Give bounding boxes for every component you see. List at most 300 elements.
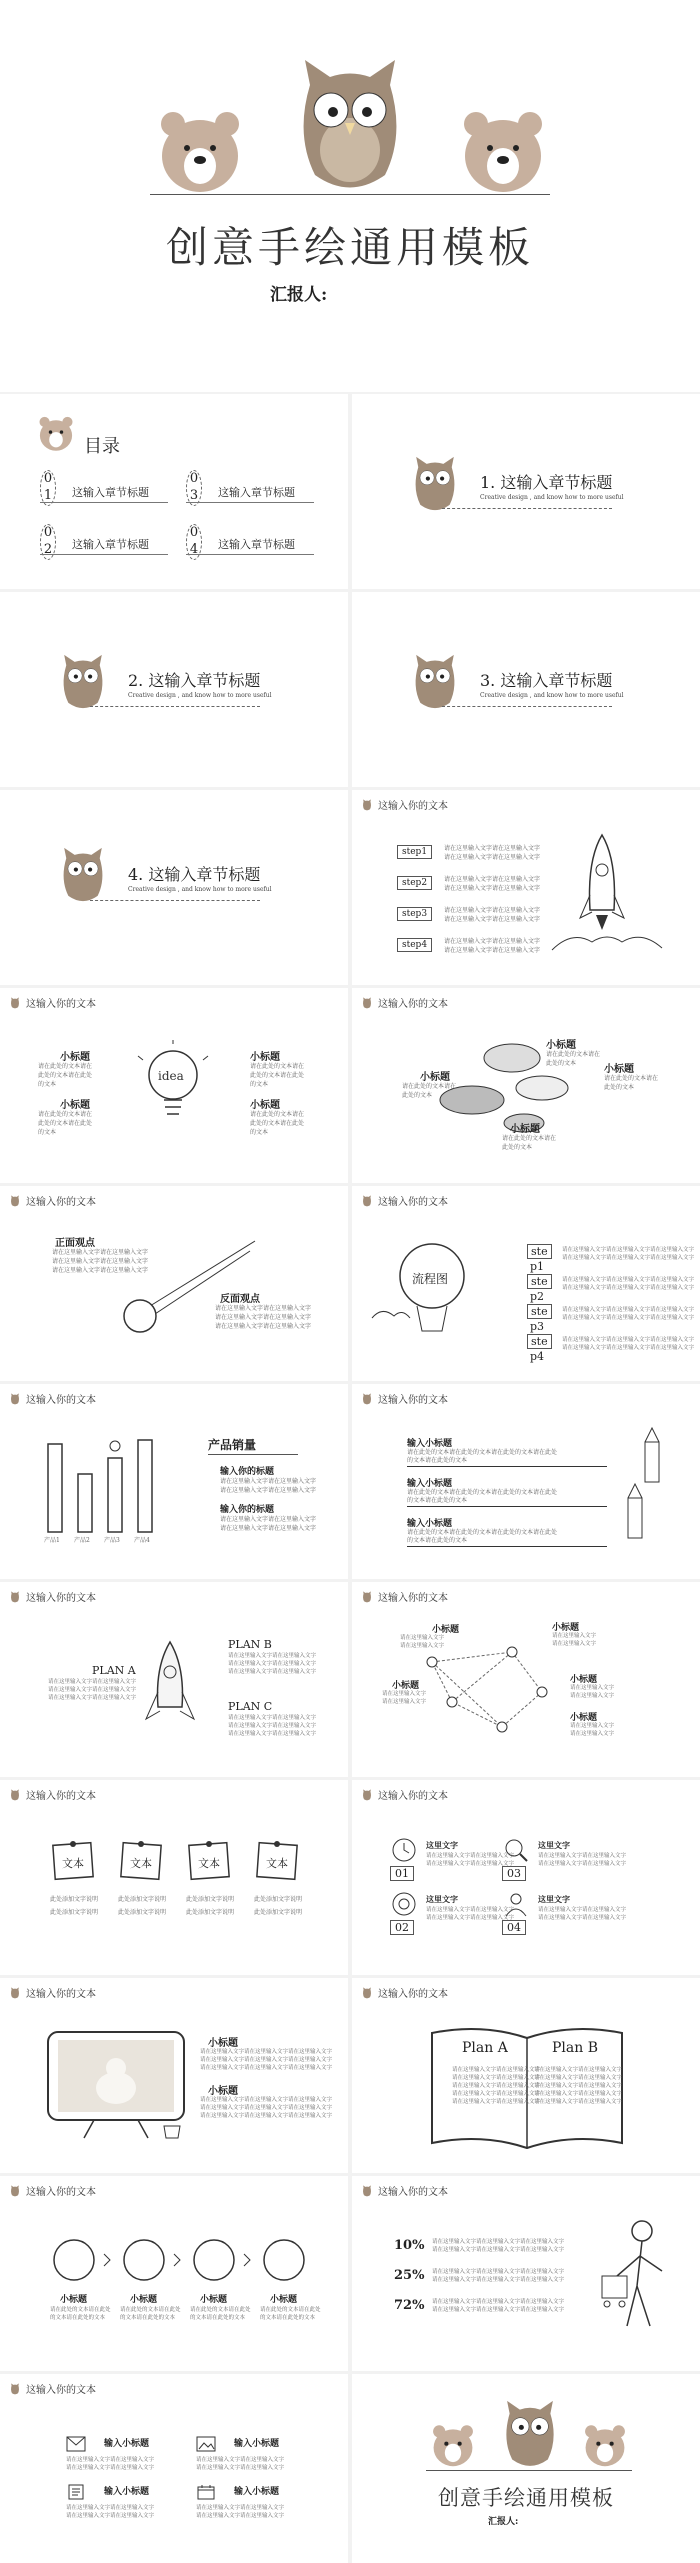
step-text: 请在这里输入文字请在这里输入文字	[444, 885, 541, 892]
flow-step: p3	[530, 1320, 545, 1333]
bear-left-illustration	[430, 2424, 476, 2468]
rocket-illustration	[552, 830, 662, 960]
network-text: 请在这里输入文字	[570, 1731, 615, 1737]
idea-heading-br: 小标题	[250, 1100, 280, 1111]
end-slide	[352, 2374, 700, 2563]
note-text: 此处添加文字说明	[50, 1909, 99, 1916]
person-with-cart-illustration	[592, 2216, 682, 2346]
pencil-line	[407, 1546, 607, 1547]
step-text: 请在这里输入文字请在这里输入文字	[444, 947, 541, 954]
bar-label: 产品2	[74, 1537, 90, 1544]
icon-text: 请在这里输入文字请在这里输入文字	[426, 1907, 515, 1913]
list-text: 请在这里输入文字请在这里输入文字	[66, 2505, 155, 2511]
pie-text: 请在此处的文本请在	[402, 1083, 457, 1090]
owl-icon	[360, 1591, 374, 1603]
header-title: 这输入你的文本	[378, 1395, 448, 1406]
flow-text: 请在这里输入文字请在这里输入文字请在这里输入文字	[562, 1285, 695, 1291]
header-title: 这输入你的文本	[26, 2187, 96, 2198]
plan-text: 请在这里输入文字请在这里输入文字	[228, 1723, 317, 1729]
flow-text: 请在这里输入文字请在这里输入文字请在这里输入文字	[562, 1277, 695, 1283]
header-title: 这输入你的文本	[378, 1197, 448, 1208]
owl-icon	[8, 1987, 22, 1999]
book-slide	[352, 1978, 700, 2173]
circle-heading: 小标题	[60, 2295, 88, 2305]
note-label: 文本	[266, 1857, 288, 1870]
pie-text: 此处的文本	[402, 1092, 433, 1099]
idea-heading-tr: 小标题	[250, 1052, 280, 1063]
bear-right-illustration	[582, 2424, 628, 2468]
pencil-text: 请在此处的文本请在此处的文本请在此处的文本请在此处	[407, 1489, 558, 1496]
end-divider	[426, 2470, 632, 2471]
icon-num: 03	[502, 1866, 526, 1881]
monitor-photo-illustration	[44, 2028, 194, 2143]
section-title: 4. 这输入章节标题	[128, 865, 261, 884]
photo-slide	[0, 1978, 348, 2173]
flow-step: ste	[527, 1304, 552, 1319]
circle-heading: 小标题	[200, 2295, 228, 2305]
percent-text: 请在这里输入文字请在这里输入文字请在这里输入文字	[432, 2277, 565, 2283]
list-text: 请在这里输入文字请在这里输入文字	[66, 2465, 155, 2471]
bar-label: 产品3	[104, 1537, 120, 1544]
lightbulb-idea-illustration	[138, 1040, 208, 1140]
note-text: 此处添加文字说明	[254, 1909, 303, 1916]
toc-num: 01	[40, 470, 56, 506]
plan-b-label: PLAN B	[228, 1638, 272, 1651]
flow-step: ste	[527, 1334, 552, 1349]
pie-slide	[352, 988, 700, 1183]
view-text: 请在这里输入文字请在这里输入文字	[215, 1314, 312, 1321]
flow-slide	[352, 1186, 700, 1381]
slide-header	[8, 2381, 96, 2396]
slide-header	[360, 1193, 448, 1208]
image-icon	[196, 2436, 216, 2452]
flow-step: p4	[530, 1350, 545, 1363]
bars-heading: 输入你的标题	[220, 1467, 275, 1477]
photo-heading: 小标题	[208, 2038, 238, 2049]
pie-text: 此处的文本	[546, 1060, 577, 1067]
network-text: 请在这里输入文字	[570, 1723, 615, 1729]
bars-slide	[0, 1384, 348, 1579]
icon-heading: 这里文字	[538, 1840, 570, 1850]
owl-icon	[360, 1789, 374, 1801]
section-subtitle: Creative design , and know how to more useful	[480, 692, 624, 699]
list-text: 请在这里输入文字请在这里输入文字	[196, 2513, 285, 2519]
icon-num: 02	[390, 1920, 414, 1935]
network-heading: 小标题	[392, 1681, 420, 1691]
photo-text: 请在这里输入文字请在这里输入文字请在这里输入文字	[200, 2113, 333, 2119]
slide-header	[8, 1589, 96, 1604]
icon-num: 04	[502, 1920, 526, 1935]
step-text: 请在这里输入文字请在这里输入文字	[444, 876, 541, 883]
list-slide	[0, 2374, 348, 2563]
slide-header	[360, 1787, 448, 1802]
step-text: 请在这里输入文字请在这里输入文字	[444, 845, 541, 852]
positive-view-heading: 正面观点	[55, 1238, 95, 1249]
step-text: 请在这里输入文字请在这里输入文字	[444, 854, 541, 861]
plan-a-label: PLAN A	[92, 1664, 136, 1677]
icon-text: 请在这里输入文字请在这里输入文字	[426, 1915, 515, 1921]
owl-illustration	[502, 2398, 558, 2470]
calendar-icon	[196, 2484, 216, 2500]
percent-text: 请在这里输入文字请在这里输入文字请在这里输入文字	[432, 2307, 565, 2313]
icon-text: 请在这里输入文字请在这里输入文字	[426, 1861, 515, 1867]
flow-label: 流程图	[412, 1272, 449, 1286]
toc-label: 这输入章节标题	[218, 486, 295, 499]
plan-text: 请在这里输入文字请在这里输入文字	[48, 1679, 137, 1685]
icon-text: 请在这里输入文字请在这里输入文字	[538, 1915, 627, 1921]
pencil-text: 的文本请在此处的文本	[407, 1497, 468, 1504]
list-heading: 输入小标题	[234, 2439, 280, 2449]
plans-slide	[0, 1582, 348, 1777]
list-text: 请在这里输入文字请在这里输入文字	[196, 2465, 285, 2471]
plan-c-label: PLAN C	[228, 1700, 273, 1713]
list-heading: 输入小标题	[234, 2487, 280, 2497]
cover-divider	[150, 194, 550, 195]
header-title: 这输入你的文本	[26, 999, 96, 1010]
list-text: 请在这里输入文字请在这里输入文字	[196, 2505, 285, 2511]
bear-left-illustration	[155, 110, 245, 195]
flow-text: 请在这里输入文字请在这里输入文字请在这里输入文字	[562, 1255, 695, 1261]
header-title: 这输入你的文本	[378, 999, 448, 1010]
pencil-text: 请在此处的文本请在此处的文本请在此处的文本请在此处	[407, 1449, 558, 1456]
toc-num: 03	[186, 470, 202, 506]
flow-step: ste	[527, 1244, 552, 1259]
section-title: 1. 这输入章节标题	[480, 473, 613, 492]
steps-slide	[352, 790, 700, 985]
slide-header	[360, 2183, 448, 2198]
circle-text: 的文本请在此处的文本	[260, 2315, 316, 2321]
slide-header	[8, 1391, 96, 1406]
owl-icon	[8, 1393, 22, 1405]
network-text: 请在这里输入文字	[382, 1691, 427, 1697]
network-heading: 小标题	[570, 1675, 598, 1685]
icon-text: 请在这里输入文字请在这里输入文字	[426, 1853, 515, 1859]
header-title: 这输入你的文本	[26, 1791, 96, 1802]
network-text: 请在这里输入文字	[382, 1699, 427, 1705]
owl-icon	[8, 1195, 22, 1207]
slide-header	[8, 1985, 96, 2000]
pencil-heading: 输入小标题	[407, 1479, 453, 1489]
header-title: 这输入你的文本	[26, 1989, 96, 2000]
step-text: 请在这里输入文字请在这里输入文字	[444, 907, 541, 914]
circle-heading: 小标题	[270, 2295, 298, 2305]
icon-text: 请在这里输入文字请在这里输入文字	[538, 1861, 627, 1867]
percent-text: 请在这里输入文字请在这里输入文字请在这里输入文字	[432, 2239, 565, 2245]
header-title: 这输入你的文本	[26, 1593, 96, 1604]
icon-text: 请在这里输入文字请在这里输入文字	[538, 1853, 627, 1859]
section-slide-2	[0, 592, 348, 787]
owl-icon	[360, 1195, 374, 1207]
flow-text: 请在这里输入文字请在这里输入文字请在这里输入文字	[562, 1337, 695, 1343]
toc-underline	[40, 502, 168, 503]
owl-icon	[8, 1789, 22, 1801]
network-heading: 小标题	[570, 1713, 598, 1723]
plan-text: 请在这里输入文字请在这里输入文字	[48, 1695, 137, 1701]
owl-icon	[8, 2383, 22, 2395]
slide-header	[8, 2183, 96, 2198]
percent-value: 10%	[394, 2238, 425, 2253]
owl-icon	[412, 652, 458, 712]
plan-b-label: Plan B	[552, 2040, 598, 2056]
flow-text: 请在这里输入文字请在这里输入文字请在这里输入文字	[562, 1345, 695, 1351]
icon-heading: 这里文字	[426, 1840, 458, 1850]
book-text: 请在这里输入文字请在这里输入文字	[452, 2083, 541, 2089]
idea-text: 请在此处的文本请在	[38, 1111, 93, 1118]
circle-text: 的文本请在此处的文本	[190, 2315, 246, 2321]
flow-text: 请在这里输入文字请在这里输入文字请在这里输入文字	[562, 1247, 695, 1253]
owl-icon	[412, 454, 458, 514]
section-subtitle: Creative design , and know how to more useful	[128, 692, 272, 699]
flow-step: p2	[530, 1290, 545, 1303]
bar-sketch	[40, 1434, 180, 1534]
pencil-text: 的文本请在此处的文本	[407, 1457, 468, 1464]
network-heading: 小标题	[552, 1623, 580, 1633]
cover-reporter: 汇报人:	[270, 285, 328, 305]
slide-header	[360, 995, 448, 1010]
plan-text: 请在这里输入文字请在这里输入文字	[228, 1653, 317, 1659]
pie-heading: 小标题	[510, 1124, 540, 1135]
owl-icon	[8, 2185, 22, 2197]
owl-icon	[360, 1987, 374, 1999]
book-text: 请在这里输入文字请在这里输入文字	[534, 2083, 623, 2089]
circle-text: 请在此处的文本请在此处	[120, 2307, 181, 2313]
slide-header	[8, 995, 96, 1010]
idea-heading-tl: 小标题	[60, 1052, 90, 1063]
view-text: 请在这里输入文字请在这里输入文字	[52, 1249, 149, 1256]
circle-flow	[50, 2236, 310, 2286]
bear-right-illustration	[458, 110, 548, 195]
icon-heading: 这里文字	[426, 1894, 458, 1904]
photo-text: 请在这里输入文字请在这里输入文字请在这里输入文字	[200, 2057, 333, 2063]
plan-text: 请在这里输入文字请在这里输入文字	[228, 1661, 317, 1667]
idea-slide	[0, 988, 348, 1183]
note-text: 此处添加文字说明	[186, 1909, 235, 1916]
owl-illustration	[295, 55, 405, 195]
end-title: 创意手绘通用模板	[438, 2486, 614, 2510]
note-label: 文本	[62, 1857, 84, 1870]
negative-view-heading: 反面观点	[220, 1294, 260, 1305]
view-text: 请在这里输入文字请在这里输入文字	[52, 1258, 149, 1265]
toc-title: 目录	[84, 436, 120, 457]
header-title: 这输入你的文本	[26, 1197, 96, 1208]
pencil-line	[407, 1506, 607, 1507]
network-text: 请在这里输入文字	[552, 1641, 597, 1647]
bars-text: 请在这里输入文字请在这里输入文字	[220, 1516, 317, 1523]
header-title: 这输入你的文本	[378, 2187, 448, 2198]
idea-text: 的文本	[250, 1081, 269, 1088]
circle-text: 的文本请在此处的文本	[50, 2315, 106, 2321]
end-reporter: 汇报人:	[488, 2517, 519, 2527]
bars-title-underline	[208, 1454, 298, 1455]
network-heading: 小标题	[432, 1625, 460, 1635]
header-title: 这输入你的文本	[26, 2385, 96, 2396]
section-divider	[90, 900, 260, 901]
step-label: step2	[397, 876, 432, 890]
cover-title: 创意手绘通用模板	[165, 223, 534, 272]
pie-text: 请在此处的文本请在	[546, 1051, 601, 1058]
list-text: 请在这里输入文字请在这里输入文字	[66, 2513, 155, 2519]
slide-header	[360, 1589, 448, 1604]
plan-text: 请在这里输入文字请在这里输入文字	[228, 1715, 317, 1721]
toc-label: 这输入章节标题	[72, 538, 149, 551]
header-title: 这输入你的文本	[378, 801, 448, 812]
idea-text: 的文本	[250, 1129, 269, 1136]
book-text: 请在这里输入文字请在这里输入文字	[452, 2075, 541, 2081]
photo-text: 请在这里输入文字请在这里输入文字请在这里输入文字	[200, 2097, 333, 2103]
section-title: 3. 这输入章节标题	[480, 671, 613, 690]
percent-text: 请在这里输入文字请在这里输入文字请在这里输入文字	[432, 2269, 565, 2275]
book-text: 请在这里输入文字请在这里输入文字	[534, 2091, 623, 2097]
photo-text: 请在这里输入文字请在这里输入文字请在这里输入文字	[200, 2105, 333, 2111]
photo-heading: 小标题	[208, 2086, 238, 2097]
icon-text: 请在这里输入文字请在这里输入文字	[538, 1907, 627, 1913]
note-text: 此处添加文字说明	[186, 1896, 235, 1903]
network-slide	[352, 1582, 700, 1777]
plan-text: 请在这里输入文字请在这里输入文字	[48, 1687, 137, 1693]
flow-step: p1	[530, 1260, 545, 1273]
owl-icon	[360, 799, 374, 811]
percent-value: 72%	[394, 2298, 425, 2313]
idea-text: 的文本	[38, 1129, 57, 1136]
book-text: 请在这里输入文字请在这里输入文字	[452, 2091, 541, 2097]
idea-text: 此处的文本请在此处	[250, 1120, 305, 1127]
slide-header	[360, 1985, 448, 2000]
owl-icon	[60, 845, 106, 905]
circle-text: 请在此处的文本请在此处	[190, 2307, 251, 2313]
target-icon	[390, 1890, 418, 1918]
bar-label: 产品4	[134, 1537, 150, 1544]
percent-text: 请在这里输入文字请在这里输入文字请在这里输入文字	[432, 2299, 565, 2305]
network-text: 请在这里输入文字	[570, 1685, 615, 1691]
bars-title: 产品销量	[208, 1438, 257, 1452]
plan-text: 请在这里输入文字请在这里输入文字	[228, 1731, 317, 1737]
owl-icon	[360, 2185, 374, 2197]
section-slide-1	[352, 394, 700, 589]
mail-icon	[66, 2436, 86, 2452]
header-title: 这输入你的文本	[378, 1593, 448, 1604]
notes-slide	[0, 1780, 348, 1975]
circle-text: 的文本请在此处的文本	[120, 2315, 176, 2321]
clock-icon	[390, 1836, 418, 1864]
header-title: 这输入你的文本	[378, 1989, 448, 2000]
section-divider	[442, 508, 612, 509]
percent-text: 请在这里输入文字请在这里输入文字请在这里输入文字	[432, 2247, 565, 2253]
toc-underline	[186, 502, 314, 503]
toc-underline	[40, 554, 168, 555]
section-slide-3	[352, 592, 700, 787]
pencil-text: 请在此处的文本请在此处的文本请在此处的文本请在此处	[407, 1529, 558, 1536]
toc-num: 04	[186, 524, 202, 560]
pencil-heading: 输入小标题	[407, 1519, 453, 1529]
section-divider	[442, 706, 612, 707]
pie-text: 此处的文本	[502, 1144, 533, 1151]
plan-text: 请在这里输入文字请在这里输入文字	[228, 1669, 317, 1675]
idea-text: 请在此处的文本请在	[250, 1111, 305, 1118]
list-text: 请在这里输入文字请在这里输入文字	[196, 2457, 285, 2463]
network-text: 请在这里输入文字	[570, 1693, 615, 1699]
pie-heading: 小标题	[546, 1040, 576, 1051]
section-title: 2. 这输入章节标题	[128, 671, 261, 690]
idea-text: 此处的文本请在此处	[250, 1072, 305, 1079]
photo-text: 请在这里输入文字请在这里输入文字请在这里输入文字	[200, 2049, 333, 2055]
owl-icon	[8, 1591, 22, 1603]
icons-slide	[352, 1780, 700, 1975]
balloon-illustration	[372, 1236, 482, 1346]
svg-text:idea: idea	[158, 1069, 184, 1083]
view-text: 请在这里输入文字请在这里输入文字	[215, 1305, 312, 1312]
section-subtitle: Creative design , and know how to more useful	[480, 494, 624, 501]
circle-heading: 小标题	[130, 2295, 158, 2305]
owl-icon	[60, 652, 106, 712]
idea-text: 此处的文本请在此处	[38, 1072, 93, 1079]
owl-icon	[360, 997, 374, 1009]
view-text: 请在这里输入文字请在这里输入文字	[52, 1267, 149, 1274]
section-divider	[90, 706, 260, 707]
pie-text: 此处的文本	[604, 1084, 635, 1091]
toc-num: 02	[40, 524, 56, 560]
slide-header	[8, 1787, 96, 1802]
book-text: 请在这里输入文字请在这里输入文字	[534, 2067, 623, 2073]
section-subtitle: Creative design , and know how to more useful	[128, 886, 272, 893]
section-slide-4	[0, 790, 348, 985]
toc-underline	[186, 554, 314, 555]
pencil-text: 的文本请在此处的文本	[407, 1537, 468, 1544]
toc-label: 这输入章节标题	[218, 538, 295, 551]
note-text: 此处添加文字说明	[254, 1896, 303, 1903]
list-heading: 输入小标题	[104, 2487, 150, 2497]
header-title: 这输入你的文本	[378, 1791, 448, 1802]
idea-text: 请在此处的文本请在	[250, 1063, 305, 1070]
bear-icon	[36, 416, 76, 452]
idea-text: 请在此处的文本请在	[38, 1063, 93, 1070]
note-text: 此处添加文字说明	[118, 1909, 167, 1916]
book-text: 请在这里输入文字请在这里输入文字	[452, 2099, 541, 2105]
bars-text: 请在这里输入文字请在这里输入文字	[220, 1487, 317, 1494]
book-text: 请在这里输入文字请在这里输入文字	[452, 2067, 541, 2073]
step-label: step4	[397, 938, 432, 952]
idea-text: 此处的文本请在此处	[38, 1120, 93, 1127]
pencil-heading: 输入小标题	[407, 1439, 453, 1449]
header-title: 这输入你的文本	[26, 1395, 96, 1406]
plan-a-label: Plan A	[462, 2040, 508, 2056]
flow-step: ste	[527, 1274, 552, 1289]
circle-text: 请在此处的文本请在此处	[50, 2307, 111, 2313]
icon-num: 01	[390, 1866, 414, 1881]
note-label: 文本	[130, 1857, 152, 1870]
step-label: step3	[397, 907, 432, 921]
circle-text: 请在此处的文本请在此处	[260, 2307, 321, 2313]
pencil-characters-illustration	[610, 1424, 680, 1564]
note-text: 此处添加文字说明	[118, 1896, 167, 1903]
idea-text: 的文本	[38, 1081, 57, 1088]
network-text: 请在这里输入文字	[400, 1635, 445, 1641]
list-text: 请在这里输入文字请在这里输入文字	[66, 2457, 155, 2463]
book-text: 请在这里输入文字请在这里输入文字	[534, 2099, 623, 2105]
document-icon	[66, 2484, 86, 2500]
views-slide	[0, 1186, 348, 1381]
icon-heading: 这里文字	[538, 1894, 570, 1904]
slide-header	[8, 1193, 96, 1208]
pie-text: 请在此处的文本请在	[502, 1135, 557, 1142]
network-text: 请在这里输入文字	[552, 1633, 597, 1639]
pencil-line	[407, 1466, 607, 1467]
cover-slide	[0, 0, 700, 392]
rocket-illustration	[140, 1637, 200, 1737]
view-text: 请在这里输入文字请在这里输入文字	[215, 1323, 312, 1330]
percent-slide	[352, 2176, 700, 2371]
bars-text: 请在这里输入文字请在这里输入文字	[220, 1525, 317, 1532]
bar-label: 产品1	[44, 1537, 60, 1544]
